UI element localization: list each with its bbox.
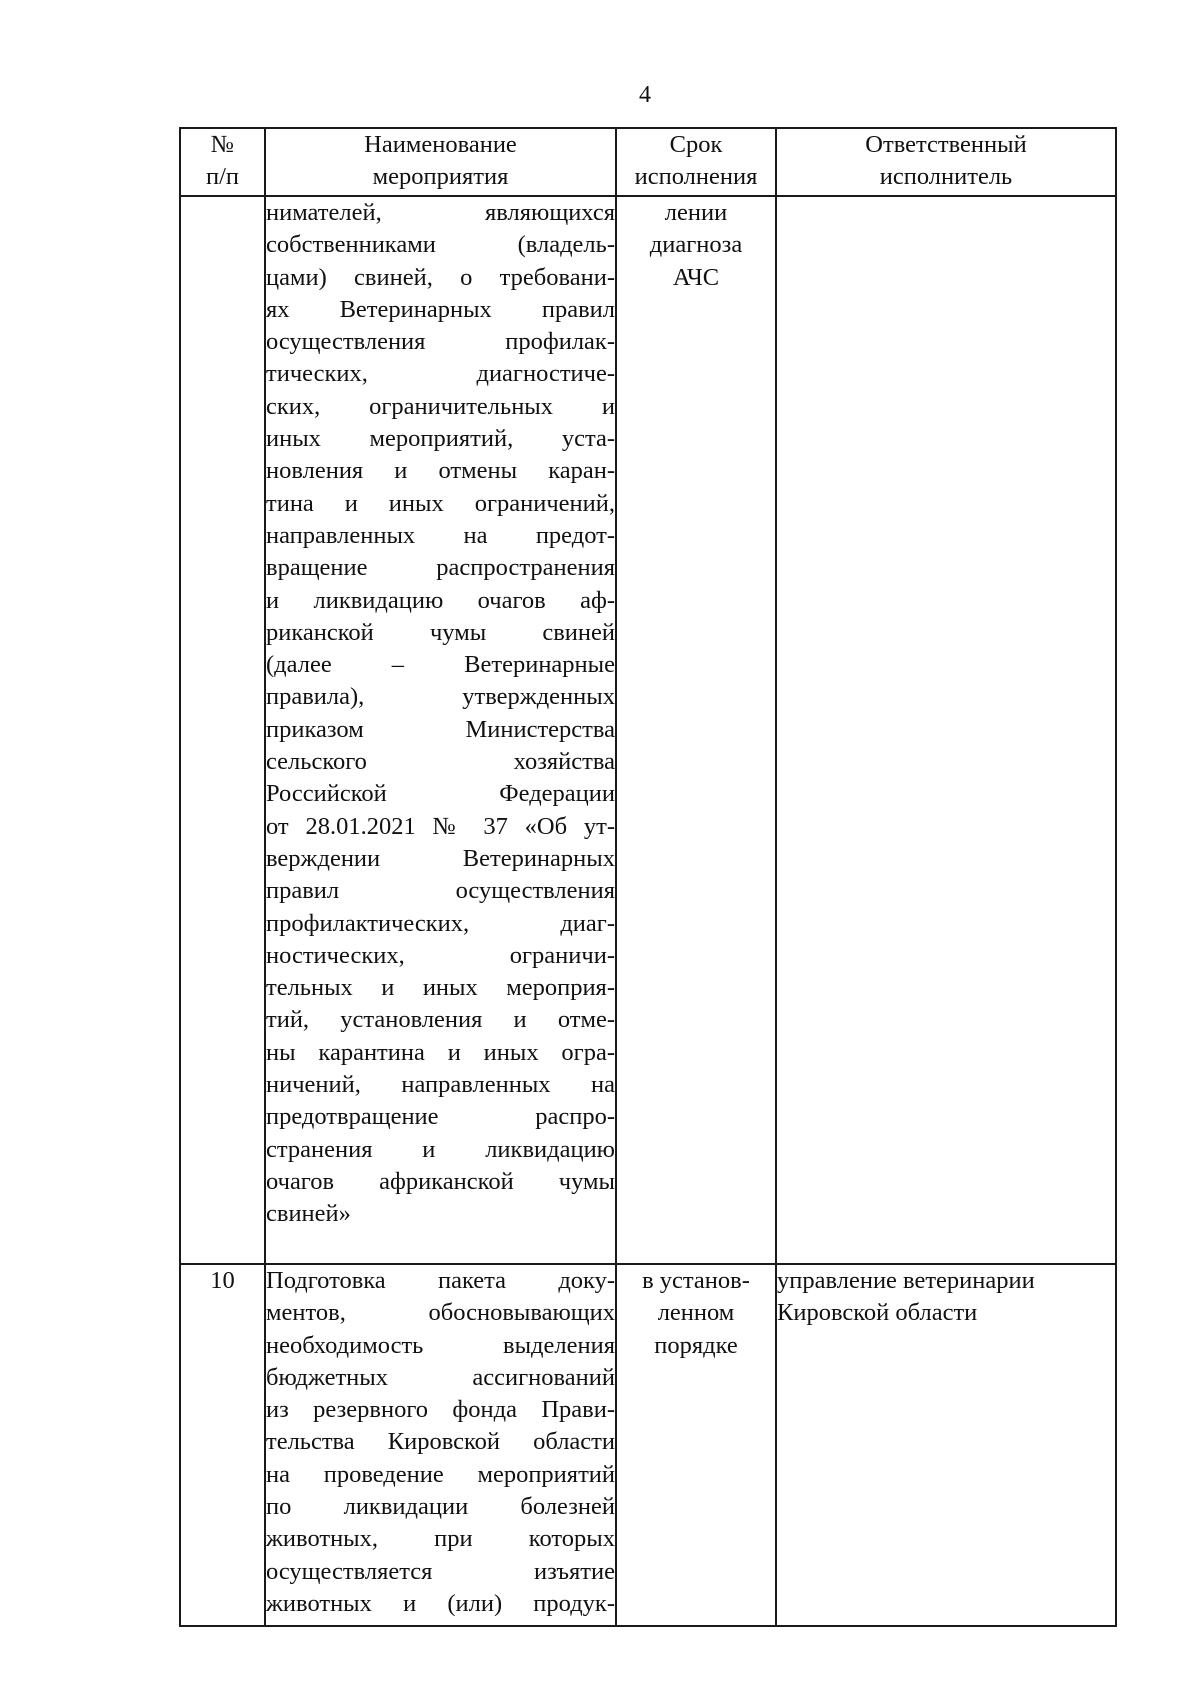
table-header — [180, 128, 1116, 196]
measure-name: Подготовка пакета доку- ментов, обосновывающих необходимость выделения бюджетных ассигнований из резервного фонда Прави- тельства Кировской области на проведение мероприятий по ликвидации болезней животных, при которых осуществляется изъятие животных и (или) продук- — [265, 1264, 616, 1626]
row-number — [180, 196, 265, 1264]
header-number: № п/п — [180, 128, 265, 196]
deadline: в установ- ленном порядке — [616, 1264, 776, 1626]
measure-name: нимателей, являющихся собственниками (владель- цами) свиней, о требовани- ях Ветеринарных правил осуществления профилак- тических, диагностиче- ских, ограничительных и иных мероприятий, уста- новления и отмены каран- тина и иных ограничений, направленных на предот- вращение распространения и ликвидацию очагов аф- риканской чумы свиней (далее – Ветеринарные правила), утвержденных приказом Министерства сельского хозяйства Российской Федерации от 28.01.2021 № 37 «Об ут- верждении Ветеринарных правил осуществления профилактических, диаг- ностических, ограничи- тельных и иных мероприя- тий, установления и отме- ны карантина и иных огра- ничений, направленных на предотвращение распро- странения и ликвидацию очагов африканской чумы свиней» — [265, 196, 616, 1264]
header-measure-name: Наименование мероприятия — [265, 128, 616, 196]
page-number: 4 — [639, 82, 651, 108]
deadline: лении диагноза АЧС — [616, 196, 776, 1264]
table-row — [180, 196, 1116, 1264]
responsible-executor — [776, 196, 1116, 1264]
table-row — [180, 1264, 1116, 1626]
row-number: 10 — [180, 1264, 265, 1626]
measures-table — [179, 127, 1117, 1627]
header-responsible: Ответственный исполнитель — [776, 128, 1116, 196]
header-deadline: Срок исполнения — [616, 128, 776, 196]
responsible-executor: управление ветеринарии Кировской области — [776, 1264, 1116, 1626]
